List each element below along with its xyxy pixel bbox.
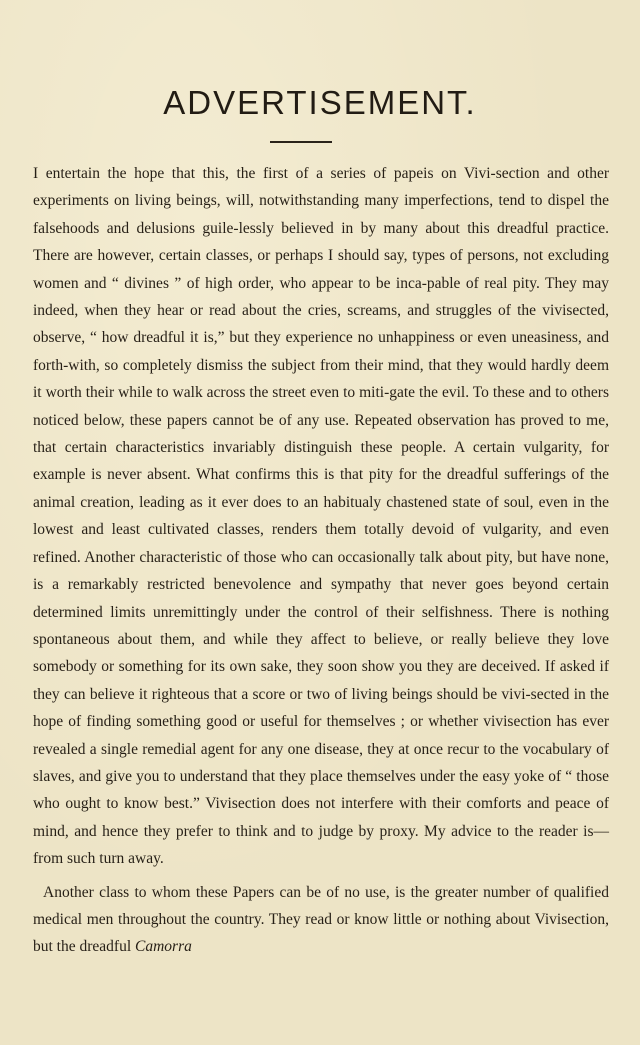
paragraph-2 [33, 879, 609, 961]
paragraph-2-italic-word: Camorra [135, 938, 192, 956]
title-rule [270, 141, 332, 143]
body-text [33, 160, 609, 961]
paragraph-1: I entertain the hope that this, the first of a series of papeis on Vivi-section and other experiments on living beings, will, notwithstanding many imperfections, tend to dispel the falsehoods and delusions guile-lessly believed in by many about this dreadful practice. There are however, certain classes, or perhaps I should say, types of persons, not excluding women and “ divines ” of high order, who appear to be inca-pable of real pity. They may indeed, when they hear or read about the cries, screams, and struggles of the vivisected, observe, “ how dreadful it is,” but they experience no unhappiness or even uneasiness, and forth-with, so completely dismiss the subject from their mind, that they would hardly deem it worth their while to walk across the street even to miti-gate the evil. To these and to others noticed below, these papers cannot be of any use. Repeated observation has proved to me, that certain characteristics invariably distinguish these people. A certain vulgarity, for example is never absent. What confirms this is that pity for the dreadful sufferings of the animal creation, leading as it ever does to an habitualy chastened state of soul, even in the lowest and least cultivated classes, renders them totally devoid of vulgarity, and even refined. Another characteristic of those who can occasionally talk about pity, but have none, is a remarkably restricted benevolence and sympathy that never goes beyond certain determined limits unremittingly under the control of their selfishness. There is nothing spontaneous about them, and while they affect to believe, or really believe they love somebody or something for its own sake, they soon show you they are deceived. If asked if they can believe it righteous that a score or two of living beings should be vivi-sected in the hope of finding something good or useful for themselves ; or whether vivisection has ever revealed a single remedial agent for any one disease, they at once recur to the vocabulary of slaves, and give you to understand that they place themselves under the easy yoke of “ those who ought to know best.” Vivisection does not interfere with their comforts and peace of mind, and hence they prefer to think and to judge by proxy. My advice to the reader is—from such turn away. [33, 165, 609, 868]
page-title: ADVERTISEMENT. [163, 84, 477, 121]
paragraph-2-text: Another class to whom these Papers can be of no use, is the greater number of qualified medical men throughout the country. They read or know little or nothing about Vivisection, but the dreadful [33, 883, 609, 956]
